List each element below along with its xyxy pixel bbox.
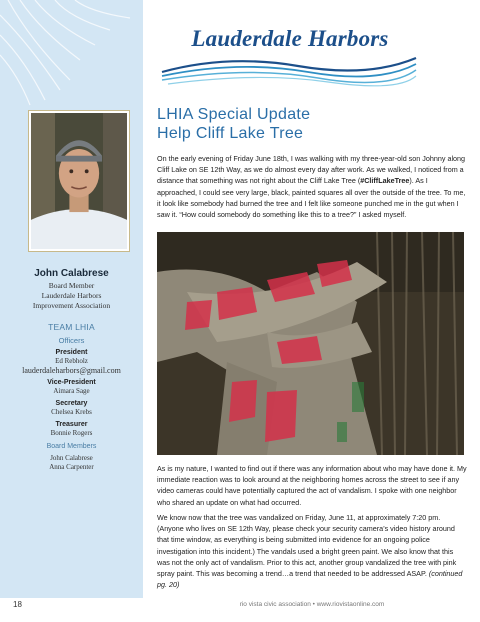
article-subheading: Help Cliff Lake Tree bbox=[157, 125, 304, 142]
continued-note: (continued pg. 20) bbox=[157, 569, 463, 590]
author-role-line: Board Member bbox=[48, 281, 95, 290]
vandalized-tree-photo bbox=[157, 232, 464, 455]
board-members-heading: Board Members bbox=[46, 443, 97, 450]
hashtag: #CliffLakeTree bbox=[360, 176, 410, 186]
officer-president bbox=[0, 348, 143, 376]
article-paragraph-1 bbox=[157, 153, 467, 220]
author-role-line: Lauderdale Harbors bbox=[41, 291, 102, 300]
board-member: Anna Carpenter bbox=[49, 463, 94, 471]
officer-name: Bonnie Rogers bbox=[50, 429, 93, 437]
officer-vice-president bbox=[0, 378, 143, 396]
author-role bbox=[0, 281, 143, 311]
article-heading: LHIA Special Update bbox=[157, 106, 311, 123]
palm-frond-decoration bbox=[0, 0, 143, 110]
article-paragraph-2: As is my nature, I wanted to find out if there was any information about who may have done it. My immediate reaction was to look around at the neighboring homes across the street to see if any video cameras could have potentially captured the act of vandalism. I spoke with one neighbor who shared an update on what had occurred. bbox=[157, 464, 467, 507]
article-paragraph-3 bbox=[157, 512, 467, 590]
board-members-list bbox=[0, 454, 143, 472]
officer-title: Treasurer bbox=[55, 421, 88, 428]
paragraph-text: We know now that the tree was vandalized on Friday, June 11, at approximately 7:20 pm. (Anyone who lives on SE 12th Way, please check your security camera’s video history around that time window, as everything is being submitted into evidence for an ongoing police investigation into this incident.) The vandals used a bright green paint. We also know that this was not the only act of vandalism. Prior to this act, another group vandalized the tree with pink spray paint. This was becoming a trend…a trend that needed to be addressed ASAP. bbox=[157, 513, 457, 579]
officer-secretary bbox=[0, 399, 143, 417]
officer-name: Chelsea Krebs bbox=[51, 408, 92, 416]
team-heading: TEAM LHIA bbox=[48, 322, 95, 332]
paragraph-text: ). As I approached, I could see very large, black, painted squares all over the outside of the tree. To me, it look like somebody had burned the tree and I felt like someone punched me in the gut when I saw it. “How could somebody do something like this to a tree?” I asked myself. bbox=[157, 176, 466, 220]
officer-name: Ed Rebholz bbox=[55, 357, 88, 365]
author-name: John Calabrese bbox=[34, 268, 109, 279]
footer-text: rio vista civic association • www.riovistaonline.com bbox=[239, 601, 385, 608]
author-role-line: Improvement Association bbox=[32, 301, 111, 310]
officer-treasurer bbox=[0, 420, 143, 438]
board-member: John Calabrese bbox=[50, 454, 93, 462]
author-photo bbox=[28, 110, 130, 252]
officer-title: President bbox=[55, 349, 88, 356]
officers-heading: Officers bbox=[58, 336, 85, 345]
paragraph-text: On the early evening of Friday June 18th, I was walking with my three-year-old son Johnny along Cliff Lake on SE 12th Way, as we do almost every day after work. As we walked, I noticed from a distance that something was not right about the Cliff Lake Tree ( bbox=[157, 154, 466, 186]
officer-title: Vice-President bbox=[47, 379, 96, 386]
masthead-wave-logo bbox=[158, 52, 420, 92]
officer-email: lauderdaleharbors@gmail.com bbox=[22, 366, 121, 375]
masthead-title: Lauderdale Harbors bbox=[191, 26, 389, 51]
sidebar bbox=[0, 0, 143, 598]
page-number: 18 bbox=[13, 600, 22, 609]
officer-title: Secretary bbox=[55, 400, 88, 407]
officer-name: Aimara Sage bbox=[53, 387, 90, 395]
